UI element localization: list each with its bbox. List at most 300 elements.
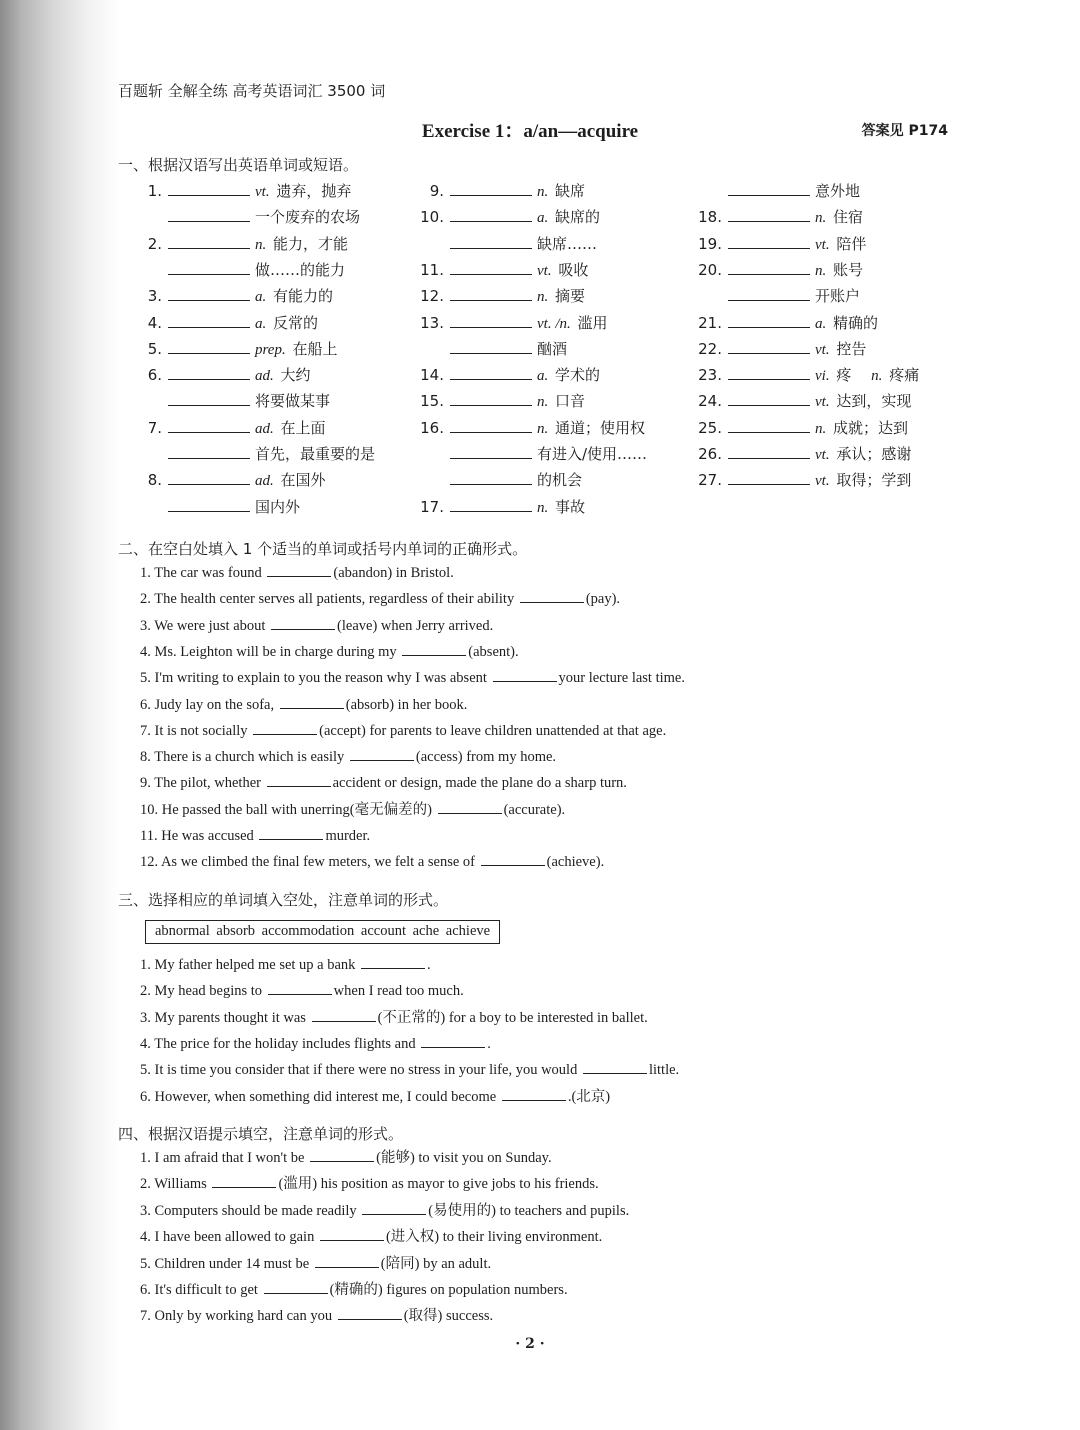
part-of-speech: ad.: [255, 473, 274, 490]
answer-blank[interactable]: [520, 588, 584, 603]
sentence-item: [140, 980, 464, 1002]
item-number: 1.: [140, 1150, 155, 1166]
answer-blank[interactable]: [728, 207, 810, 222]
vocab-item: [140, 417, 326, 439]
section4-heading: 四、根据汉语提示填空，注意单词的形式。: [118, 1125, 404, 1143]
chinese-meaning: 控告: [836, 339, 867, 358]
answer-blank[interactable]: [728, 391, 810, 406]
sentence-item: [140, 1305, 493, 1327]
answer-blank[interactable]: [350, 746, 414, 761]
vocab-item: [696, 469, 911, 491]
answer-blank[interactable]: [450, 391, 532, 406]
sentence-text: (陪同) by an adult.: [380, 1255, 492, 1272]
page-number: · 2 ·: [515, 1336, 545, 1352]
sentence-text: As we climbed the final few meters, we felt a sense of: [160, 854, 479, 871]
chinese-meaning: 口音: [555, 392, 586, 411]
item-number: 27.: [698, 471, 722, 490]
item-number: 12.: [140, 854, 161, 871]
sentence-text: I have been allowed to gain: [154, 1229, 318, 1246]
chinese-meaning: 做……的能力: [255, 260, 346, 279]
sentence-text: Only by working hard can you: [154, 1308, 336, 1325]
answer-blank[interactable]: [168, 391, 250, 406]
chinese-meaning: 有进入/使用……: [537, 445, 648, 463]
exercise-title: Exercise 1：a/an—acquire: [421, 121, 639, 142]
answer-blank[interactable]: [267, 562, 331, 577]
answer-blank[interactable]: [450, 339, 532, 354]
sentence-text: The price for the holiday includes flights and: [154, 1035, 420, 1052]
sentence-text: Children under 14 must be: [154, 1255, 313, 1272]
vocab-item: [696, 417, 908, 439]
answer-blank[interactable]: [450, 234, 532, 249]
vocab-item: [418, 206, 600, 228]
sentence-text: (achieve).: [546, 854, 605, 871]
chinese-meaning: 的机会: [537, 471, 583, 490]
vocab-item: [418, 390, 585, 412]
vocab-item: [696, 259, 863, 281]
sentence-item: [140, 1007, 648, 1029]
answer-blank[interactable]: [268, 980, 332, 995]
vocab-item: [140, 285, 333, 307]
answer-blank[interactable]: [728, 286, 810, 301]
answer-blank[interactable]: [728, 470, 810, 485]
item-number: 7.: [140, 722, 155, 739]
sentence-text: murder.: [325, 828, 371, 844]
sentence-text: (取得) success.: [403, 1308, 494, 1325]
answer-blank[interactable]: [168, 444, 250, 459]
sentence-item: [140, 1147, 552, 1169]
chinese-meaning: 首先，最重要的是: [255, 445, 376, 463]
sentence-text: accident or design, made the plane do a sharp turn.: [332, 775, 627, 792]
item-number: 26.: [698, 445, 722, 463]
part-of-speech: a.: [537, 210, 549, 227]
chinese-meaning: 缺席……: [537, 234, 598, 253]
vocab-item: [418, 496, 585, 518]
sentence-text: It is time you consider that if there were no stress in your life, you would: [154, 1062, 581, 1079]
part-of-speech: n.: [815, 420, 827, 437]
part-of-speech: a.: [255, 289, 267, 306]
answer-blank[interactable]: [728, 313, 810, 328]
chinese-meaning: 反常的: [273, 313, 319, 332]
sentence-text: Williams: [154, 1176, 211, 1193]
sentence-text: He was accused: [161, 828, 258, 844]
sentence-item: [140, 588, 620, 610]
item-number: 15.: [420, 392, 444, 411]
part-of-speech: vt.: [815, 394, 830, 411]
sentence-text: The car was found: [154, 565, 266, 581]
sentence-item: [140, 615, 493, 637]
sentence-item: [140, 720, 666, 742]
sentence-item: [140, 1226, 602, 1248]
chinese-meaning: 精确的: [833, 313, 879, 332]
item-number: 1.: [147, 182, 162, 200]
answer-blank[interactable]: [728, 418, 810, 433]
answer-blank[interactable]: [450, 470, 532, 485]
sentence-text: (accurate).: [503, 801, 566, 818]
item-number: 5.: [140, 670, 155, 687]
answer-blank[interactable]: [168, 497, 250, 512]
answer-blank[interactable]: [728, 181, 810, 196]
answer-blank[interactable]: [728, 444, 810, 459]
part-of-speech: vt.: [537, 262, 552, 279]
part-of-speech: vt.: [815, 447, 830, 463]
item-number: 14.: [420, 366, 444, 385]
vocab-item: [140, 443, 375, 465]
answer-blank[interactable]: [728, 234, 810, 249]
item-number: 3.: [140, 617, 155, 634]
item-number: 6.: [140, 1088, 155, 1105]
part-of-speech: n.: [871, 368, 883, 385]
word-bank-box: abnormal absorb accommodation account ache achieve: [145, 920, 500, 944]
answer-blank[interactable]: [502, 1086, 566, 1101]
answer-blank[interactable]: [728, 365, 810, 380]
part-of-speech: a.: [255, 315, 267, 332]
vocab-item: [696, 338, 866, 360]
item-number: 20.: [698, 260, 722, 279]
answer-blank[interactable]: [481, 851, 545, 866]
sentence-text: (精确的) figures on population numbers.: [329, 1282, 568, 1298]
answer-blank[interactable]: [402, 641, 466, 656]
answer-blank[interactable]: [168, 365, 250, 380]
vocab-item: [696, 443, 911, 465]
sentence-text: .(北京): [567, 1088, 611, 1105]
answer-blank[interactable]: [310, 1147, 374, 1162]
sentence-text: (易使用的) to teachers and pupils.: [428, 1202, 630, 1219]
sentence-text: (pay).: [585, 591, 621, 608]
chinese-meaning: 缺席的: [555, 208, 601, 227]
item-number: 11.: [140, 828, 162, 844]
chinese-meaning: 酗酒: [537, 339, 568, 358]
vocab-item: [418, 259, 588, 281]
part-of-speech: a.: [537, 368, 549, 385]
chinese-meaning: 成就；达到: [833, 418, 909, 437]
item-number: 9.: [429, 182, 444, 200]
sentence-text: little.: [648, 1062, 680, 1079]
sentence-text: (access) from my home.: [415, 749, 557, 766]
vocab-item: [418, 338, 567, 360]
answer-blank[interactable]: [271, 615, 335, 630]
vocab-item: [696, 390, 911, 412]
part-of-speech: ad.: [255, 368, 274, 385]
sentence-text: Judy lay on the sofa,: [154, 696, 278, 713]
answer-blank[interactable]: [168, 234, 250, 249]
item-number: 2.: [140, 591, 155, 608]
section3-heading: 三、选择相应的单词填入空处，注意单词的形式。: [118, 891, 449, 909]
part-of-speech: n.: [537, 184, 549, 200]
sentence-text: (accept) for parents to leave children unattended at that age.: [319, 722, 667, 739]
answer-blank[interactable]: [421, 1033, 485, 1048]
chinese-meaning: 一个废弃的农场: [255, 208, 361, 227]
part-of-speech: n.: [537, 289, 549, 306]
item-number: 19.: [698, 234, 722, 253]
answer-blank[interactable]: [450, 181, 532, 196]
item-number: 6.: [147, 366, 162, 385]
item-number: 22.: [698, 339, 722, 358]
chinese-meaning: 摘要: [555, 287, 586, 306]
chinese-meaning: 意外地: [815, 182, 861, 200]
sentence-text: It is not socially: [154, 722, 252, 739]
sentence-text: (能够) to visit you on Sunday.: [376, 1150, 552, 1166]
sentence-item: [140, 641, 519, 663]
sentence-item: [140, 851, 604, 873]
chinese-meaning: 账号: [833, 260, 864, 279]
chinese-meaning: 疼: [836, 366, 867, 385]
vocab-item: [140, 364, 311, 386]
vocab-item: [418, 364, 600, 386]
answer-blank[interactable]: [168, 339, 250, 354]
answer-blank[interactable]: [168, 470, 250, 485]
sentence-item: [140, 772, 627, 794]
sentence-text: (进入权) to their living environment.: [385, 1229, 603, 1246]
item-number: 9.: [140, 775, 155, 792]
item-number: 21.: [698, 313, 722, 332]
item-number: 3.: [140, 1202, 155, 1219]
chinese-meaning: 疼痛: [889, 366, 920, 385]
answer-blank[interactable]: [212, 1173, 276, 1188]
item-number: 18.: [698, 208, 722, 227]
answer-blank[interactable]: [728, 260, 810, 275]
item-number: 10.: [140, 801, 162, 818]
sentence-text: Ms. Leighton will be in charge during my: [154, 643, 401, 660]
vocab-item: [418, 312, 608, 334]
sentence-text: It's difficult to get: [154, 1282, 262, 1298]
chinese-meaning: 滥用: [577, 313, 608, 332]
answer-blank[interactable]: [438, 799, 502, 814]
item-number: 6.: [140, 1282, 155, 1298]
answer-blank[interactable]: [168, 286, 250, 301]
answer-blank[interactable]: [315, 1253, 379, 1268]
part-of-speech: n.: [815, 262, 827, 279]
sentence-item: [140, 667, 685, 689]
sentence-text: Computers should be made readily: [154, 1202, 361, 1219]
vocab-item: [140, 338, 338, 360]
answer-blank[interactable]: [267, 772, 331, 787]
sentence-item: [140, 1279, 568, 1301]
item-number: 3.: [140, 1009, 155, 1026]
section2-heading: 二、在空白处填入 1 个适当的单词或括号内单词的正确形式。: [118, 540, 528, 558]
sentence-text: My parents thought it was: [154, 1009, 310, 1026]
chinese-meaning: 国内外: [255, 497, 301, 516]
answer-blank[interactable]: [168, 313, 250, 328]
part-of-speech: n.: [537, 499, 549, 516]
chinese-meaning: 在国外: [280, 471, 326, 490]
answer-blank[interactable]: [450, 207, 532, 222]
chinese-meaning: 大约: [280, 366, 311, 385]
vocab-item: [696, 233, 866, 255]
item-number: 2.: [147, 234, 162, 253]
section1-heading: 一、根据汉语写出英语单词或短语。: [118, 156, 359, 174]
answer-blank[interactable]: [264, 1279, 328, 1294]
answer-blank[interactable]: [362, 1200, 426, 1215]
book-header: 百题斩 全解全练 高考英语词汇 3500 词: [118, 82, 386, 100]
sentence-item: [140, 1059, 679, 1081]
item-number: 7.: [147, 418, 162, 437]
item-number: 17.: [420, 497, 444, 516]
chinese-meaning: 学术的: [555, 366, 601, 385]
vocab-item: [140, 469, 326, 491]
vocab-item: [140, 496, 300, 518]
part-of-speech: vt.: [255, 184, 270, 200]
answer-blank[interactable]: [450, 313, 532, 328]
item-number: 10.: [420, 208, 444, 227]
sentence-text: your lecture last time.: [558, 670, 685, 687]
chinese-meaning: 有能力的: [273, 287, 334, 306]
sentence-text: (滥用) his position as mayor to give jobs to his friends.: [278, 1176, 599, 1193]
vocab-item: [418, 285, 585, 307]
chinese-meaning: 承认；感谢: [836, 445, 912, 463]
part-of-speech: n.: [255, 236, 267, 253]
answer-blank[interactable]: [253, 720, 317, 735]
vocab-item: [696, 364, 919, 386]
chinese-meaning: 陪伴: [836, 234, 867, 253]
part-of-speech: vt.: [815, 341, 830, 358]
vocab-item: [418, 469, 582, 491]
item-number: 8.: [147, 471, 162, 490]
item-number: 7.: [140, 1308, 155, 1325]
chinese-meaning: 住宿: [833, 208, 864, 227]
part-of-speech: vt.: [815, 236, 830, 253]
vocab-item: [696, 312, 878, 334]
chinese-meaning: 缺席: [555, 182, 586, 200]
chinese-meaning: 在船上: [292, 339, 338, 358]
sentence-text: (不正常的) for a boy to be interested in ballet.: [377, 1009, 648, 1026]
item-number: 4.: [140, 1229, 155, 1246]
answer-blank[interactable]: [338, 1305, 402, 1320]
answer-blank[interactable]: [259, 825, 323, 840]
vocab-item: [418, 443, 647, 465]
vocab-item: [418, 180, 585, 202]
answer-blank[interactable]: [361, 954, 425, 969]
answer-blank[interactable]: [493, 667, 557, 682]
answer-blank[interactable]: [168, 260, 250, 275]
part-of-speech: n.: [537, 394, 549, 411]
item-number: 5.: [140, 1255, 155, 1272]
chinese-meaning: 将要做某事: [255, 392, 331, 411]
vocab-item: [140, 206, 360, 228]
vocab-item: [140, 180, 351, 202]
sentence-text: (abandon) in Bristol.: [333, 565, 454, 581]
sentence-item: [140, 1253, 491, 1275]
answer-blank[interactable]: [450, 444, 532, 459]
item-number: 4.: [147, 313, 162, 332]
chinese-meaning: 事故: [555, 497, 586, 516]
sentence-text: The health center serves all patients, regardless of their ability: [154, 591, 518, 608]
vocab-item: [696, 206, 863, 228]
answer-blank[interactable]: [168, 207, 250, 222]
answer-blank[interactable]: [728, 339, 810, 354]
part-of-speech: prep.: [255, 341, 286, 358]
sentence-text: .: [427, 957, 431, 973]
sentence-text: There is a church which is easily: [154, 749, 348, 766]
item-number: 16.: [420, 418, 444, 437]
answer-blank[interactable]: [583, 1059, 647, 1074]
sentence-text: (leave) when Jerry arrived.: [337, 617, 494, 634]
sentence-item: [140, 825, 370, 847]
item-number: 3.: [147, 287, 162, 306]
sentence-item: [140, 1033, 491, 1055]
part-of-speech: a.: [815, 315, 827, 332]
item-number: 11.: [420, 260, 444, 279]
part-of-speech: n.: [537, 420, 549, 437]
sentence-text: (absent).: [468, 643, 519, 660]
item-number: 23.: [698, 366, 722, 385]
item-number: 2.: [140, 983, 155, 1000]
vocab-item: [418, 233, 597, 255]
sentence-item: [140, 954, 431, 976]
answer-blank[interactable]: [450, 260, 532, 275]
answer-blank[interactable]: [168, 418, 250, 433]
answer-blank[interactable]: [450, 365, 532, 380]
answer-blank[interactable]: [450, 286, 532, 301]
sentence-text: However, when something did interest me, I could become: [154, 1088, 500, 1105]
sentence-text: My father helped me set up a bank: [154, 957, 360, 973]
chinese-meaning: 吸收: [558, 260, 589, 279]
answer-blank[interactable]: [450, 418, 532, 433]
sentence-item: [140, 694, 467, 716]
item-number: 2.: [140, 1176, 155, 1193]
sentence-item: [140, 799, 565, 821]
chinese-meaning: 通道；使用权: [555, 418, 646, 437]
sentence-text: .: [487, 1035, 491, 1052]
sentence-text: We were just about: [154, 617, 270, 634]
sentence-text: (absorb) in her book.: [345, 696, 468, 713]
chinese-meaning: 能力，才能: [273, 234, 349, 253]
item-number: 12.: [420, 287, 444, 306]
sentence-text: when I read too much.: [333, 983, 464, 1000]
vocab-item: [696, 285, 860, 307]
item-number: 6.: [140, 696, 155, 713]
sentence-item: [140, 1173, 599, 1195]
sentence-text: I am afraid that I won't be: [154, 1150, 309, 1166]
answer-blank[interactable]: [320, 1226, 384, 1241]
part-of-speech: ad.: [255, 420, 274, 437]
item-number: 4.: [140, 643, 155, 660]
chinese-meaning: 达到，实现: [836, 392, 912, 411]
item-number: 1.: [140, 565, 155, 581]
answer-blank[interactable]: [168, 181, 250, 196]
sentence-text: My head begins to: [154, 983, 266, 1000]
item-number: 25.: [698, 418, 722, 437]
sentence-item: [140, 562, 454, 584]
sentence-item: [140, 746, 556, 768]
sentence-text: He passed the ball with unerring(毫无偏差的): [161, 801, 436, 818]
item-number: 5.: [140, 1062, 155, 1079]
item-number: 13.: [420, 313, 444, 332]
answer-blank[interactable]: [312, 1007, 376, 1022]
part-of-speech: vi.: [815, 368, 830, 385]
sentence-item: [140, 1086, 610, 1108]
vocab-item: [140, 259, 345, 281]
answer-blank[interactable]: [280, 694, 344, 709]
chinese-meaning: 开账户: [815, 287, 861, 306]
sentence-text: The pilot, whether: [154, 775, 265, 792]
sentence-text: I'm writing to explain to you the reason why I was absent: [154, 670, 491, 687]
vocab-item: [140, 233, 348, 255]
answer-blank[interactable]: [450, 497, 532, 512]
chinese-meaning: 取得；学到: [836, 471, 912, 490]
answer-reference: 答案见 P174: [861, 123, 948, 139]
item-number: 1.: [140, 957, 155, 973]
vocab-item: [140, 390, 330, 412]
vocab-item: [696, 180, 860, 202]
part-of-speech: vt.: [815, 473, 830, 490]
part-of-speech: vt. /n.: [537, 315, 571, 332]
sentence-item: [140, 1200, 629, 1222]
chinese-meaning: 遗弃，抛弃: [276, 182, 352, 200]
vocab-item: [140, 312, 318, 334]
vocab-item: [418, 417, 645, 439]
chinese-meaning: 在上面: [280, 418, 326, 437]
item-number: 5.: [147, 339, 162, 358]
